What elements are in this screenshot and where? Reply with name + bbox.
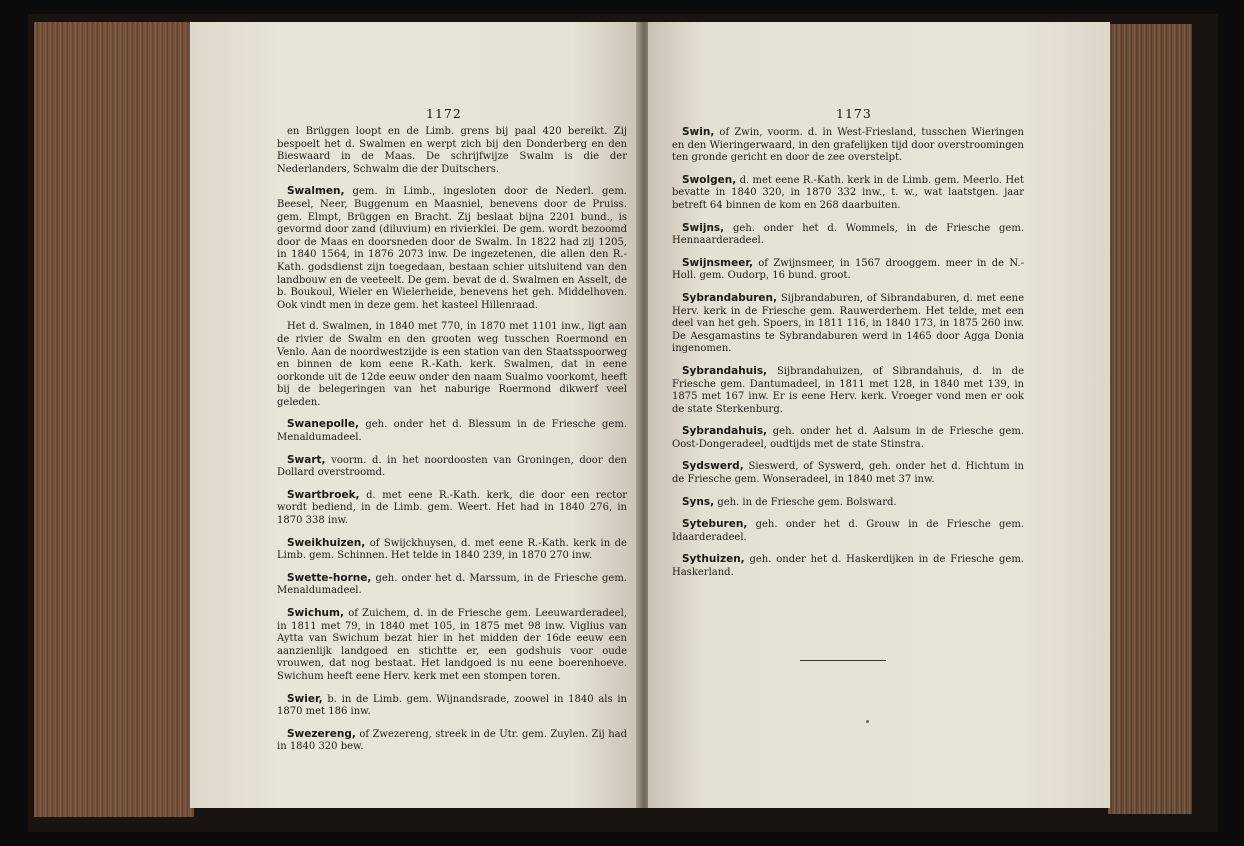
entry-headword: Sweikhuizen, xyxy=(287,536,366,549)
entry-headword: Swanepolle, xyxy=(287,418,359,431)
entry-headword: Swezereng, xyxy=(287,727,356,740)
entry-headword: Sybrandahuis, xyxy=(682,364,768,377)
dictionary-entry xyxy=(672,460,1024,486)
entry-text: Het d. Swalmen, in 1840 met 770, in 1870 met 1101 inw., ligt aan de rivier de Swalm en den grooten weg tusschen Roermond en Venlo. Aan de noordwestzijde is een station van den Staatsspoorweg en binnen de kom eene R.-Kath. kerk. Swalmen, dat in eene oorkonde uit de 12de eeuw onder den naam Sualmo voorkomt, heeft bij de belegeringen van het naburige Roermond dikwerf veel geleden. xyxy=(277,321,627,408)
entry-headword: Swichum, xyxy=(287,607,344,619)
right-page-edges xyxy=(1108,24,1192,814)
text-paragraph xyxy=(277,126,627,176)
dictionary-entry xyxy=(672,365,1024,416)
entry-text: geh. onder het d. Haskerdijken in de Friesche gem. Haskerland. xyxy=(672,554,1024,579)
entry-text: b. in de Limb. gem. Wijnandsrade, zoowel in 1840 als in 1870 met 186 inw. xyxy=(277,693,627,718)
end-rule xyxy=(800,660,886,661)
right-page xyxy=(648,22,1110,808)
page-number-left: 1172 xyxy=(426,106,462,121)
entry-headword: Sythuizen, xyxy=(682,553,745,566)
paper-speck xyxy=(866,720,869,723)
entry-text: geh. onder het d. Marssum, in de Friesche gem. Menaldumadeel. xyxy=(277,572,627,597)
entry-text: geh. onder het d. Grouw in de Friesche gem. Idaarderadeel. xyxy=(672,519,1024,543)
entry-text: of Zwijnsmeer, in 1567 drooggem. meer in de N.-Holl. gem. Oudorp, 16 bund. groot. xyxy=(672,257,1024,282)
left-page xyxy=(190,22,640,808)
entry-text: Sijbrandaburen, of Sibrandaburen, d. met eene Herv. kerk in de Friesche gem. Rauwerderhem. Het telde, met een deel van het geh. Spoers, in 1811 116, in 1840 173, in 1875 260 inw. De Aesgamastins te Sybrandaburen werd in 1465 door Agga Donia ingenomen. xyxy=(672,292,1024,355)
entry-text: of Zwin, voorm. d. in West-Friesland, tusschen Wieringen en den Wieringerwaard, in den grafelijken tijd door overstroomingen ten gronde gericht en door de zee overstelpt. xyxy=(672,127,1024,164)
entry-headword: Swolgen, xyxy=(682,173,737,186)
entry-text: geh. in de Friesche gem. Bolsward. xyxy=(717,496,897,508)
entry-headword: Sybrandahuis, xyxy=(682,425,768,438)
entry-text: geh. onder het d. Blessum in de Friesche gem. Menaldumadeel. xyxy=(277,419,627,444)
dictionary-entry xyxy=(277,454,627,480)
entry-headword: Syns, xyxy=(682,495,715,508)
entry-headword: Swart, xyxy=(287,453,326,466)
right-page-text xyxy=(672,126,1024,589)
entry-headword: Swier, xyxy=(287,692,323,705)
entry-text: geh. onder het d. Aalsum in de Friesche gem. Oost-Dongeradeel, oudtijds met de state Stinstra. xyxy=(672,426,1024,450)
entry-text: gem. in Limb., ingesloten door de Nederl. gem. Beesel, Neer, Buggenum en Maasniel, benevens door de Pruiss. gem. Elmpt, Brüggen en Bracht. Zij beslaat bijna 2201 bund., is gevormd door zand (diluvium) en rivierklei. De gem. wordt bezoomd door de Maas en doorsneden door de Swalm. In 1822 had zij 1205, in 1840 1564, in 1876 2073 inw. De ingezetenen, die allen den R.-Kath. godsdienst zijn toegedaan, bestaan schier uitsluitend van den landbouw en de veeteelt. De gem. bevat de d. Swalmen en Asselt, de b. Boukoul, Wieler en Wielerheide, benevens het geh. Middelhoven. Ook vindt men in deze gem. het kasteel Hillenraad. xyxy=(277,186,627,311)
dictionary-entry xyxy=(672,292,1024,356)
entry-headword: Sybrandaburen, xyxy=(682,291,778,304)
entry-headword: Swijns, xyxy=(682,221,725,234)
left-page-text xyxy=(277,126,627,763)
dictionary-entry xyxy=(277,607,627,684)
dictionary-entry xyxy=(672,518,1024,544)
dictionary-entry xyxy=(277,418,627,444)
page-number-right: 1173 xyxy=(836,106,872,121)
dictionary-entry xyxy=(277,693,627,719)
entry-text: of Zwezereng, streek in de Utr. gem. Zuylen. Zij had in 1840 320 bew. xyxy=(277,728,627,753)
entry-text: d. met eene R.-Kath. kerk in de Limb. gem. Meerlo. Het bevatte in 1840 320, in 1870 332 inw., t. w., wat laatstgen. jaar betreft 64 binnen de kom en 268 daarbuiten. xyxy=(672,174,1024,211)
dictionary-entry xyxy=(672,257,1024,283)
dictionary-entry xyxy=(672,174,1024,213)
dictionary-entry xyxy=(277,185,627,312)
text-paragraph xyxy=(277,321,627,409)
dictionary-entry xyxy=(277,572,627,598)
entry-text: Sieswerd, of Syswerd, geh. onder het d. Hichtum in de Friesche gem. Wonseradeel, in 1840 met 37 inw. xyxy=(672,461,1024,486)
entry-text: of Zuichem, d. in de Friesche gem. Leeuwarderadeel, in 1811 met 79, in 1840 met 105, in 1875 met 98 inw. Viglius van Aytta van Swichum bezat hier in het midden der 16de eeuw een aanzienlijk landgoed en stichtte er, een godshuis voor oude vrouwen, dat nog bestaat. Het landgoed is nu eene boerenhoeve. Swichum heeft eene Herv. kerk met een stompen toren. xyxy=(277,608,627,682)
entry-headword: Swartbroek, xyxy=(287,488,360,501)
dictionary-entry xyxy=(672,553,1024,579)
entry-text: en Brüggen loopt en de Limb. grens bij paal 420 bereikt. Zij bespoelt het d. Swalmen en werpt zich bij den Donderberg en den Bieswaard in de Maas. De schrijfwijze Swalm is die der Nederlanders, Schwalm die der Duitschers. xyxy=(277,126,627,175)
entry-headword: Swalmen, xyxy=(287,185,345,198)
dictionary-entry xyxy=(277,537,627,563)
entry-text: voorm. d. in het noordoosten van Groningen, door den Dollard overstroomd. xyxy=(277,454,627,479)
entry-headword: Syteburen, xyxy=(682,518,748,531)
dictionary-entry xyxy=(672,496,1024,510)
entry-headword: Swijnsmeer, xyxy=(682,256,753,269)
entry-headword: Swin, xyxy=(682,126,715,138)
entry-headword: Swette-horne, xyxy=(287,571,372,584)
entry-text: of Swijckhuysen, d. met eene R.-Kath. kerk in de Limb. gem. Schinnen. Het telde in 1840 239, in 1870 270 inw. xyxy=(277,537,627,562)
entry-headword: Sydswerd, xyxy=(682,460,744,473)
entry-text: Sijbrandahuizen, of Sibrandahuis, d. in de Friesche gem. Dantumadeel, in 1811 met 128, in 1840 met 139, in 1875 met 167 inw. Er is eene Herv. kerk. Vroeger vond men er ook de state Sterkenburg. xyxy=(672,365,1024,415)
dictionary-entry xyxy=(277,489,627,528)
dictionary-entry xyxy=(277,728,627,754)
left-page-edges xyxy=(34,22,194,817)
entry-text: geh. onder het d. Wommels, in de Friesche gem. Hennaarderadeel. xyxy=(672,222,1025,247)
entry-text: d. met eene R.-Kath. kerk, die door een rector wordt bediend, in de Limb. gem. Weert. Het had in 1840 276, in 1870 338 inw. xyxy=(277,489,627,527)
dictionary-entry xyxy=(672,222,1024,248)
dictionary-entry xyxy=(672,425,1024,451)
dictionary-entry xyxy=(672,126,1024,165)
